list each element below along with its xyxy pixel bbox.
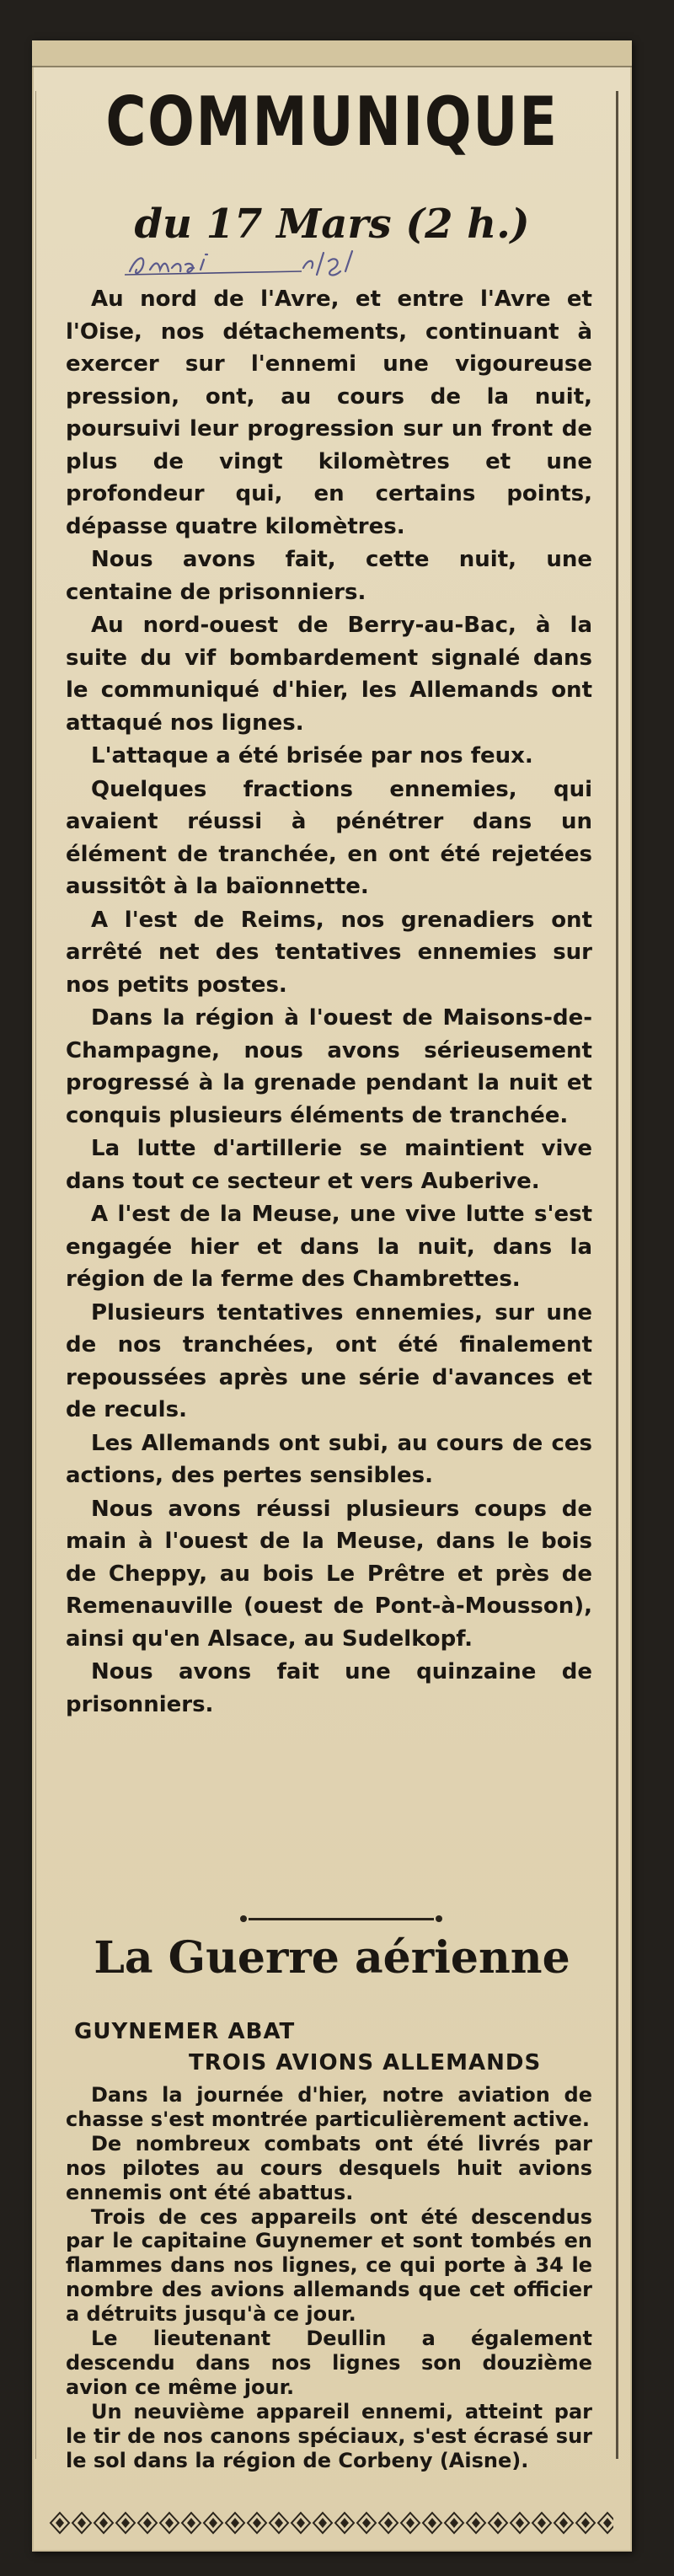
paragraph: Nous avons fait, cette nuit, une centaine de prisonniers. [66, 547, 592, 605]
paragraph: Quelques fractions ennemies, qui avaient réussi à pénétrer dans un élément de tranchée, en ont été rejetées aussitôt à la baïonnette. [66, 776, 592, 899]
newspaper-clipping [32, 40, 632, 2552]
right-column-rule [616, 91, 618, 2459]
communique-date: du 17 Mars (2 h.) [134, 201, 530, 248]
paragraph: De nombreux combats ont été livrés par nos pilotes au cours desquels huit avions ennemis ont été abattus. [66, 2131, 592, 2204]
paragraph: Le lieutenant Deullin a également descendu dans nos lignes son douzième avion ce même jour. [66, 2327, 592, 2399]
section-title: La Guerre aérienne [94, 1932, 570, 1984]
decorative-border [49, 2511, 613, 2535]
paragraph: A l'est de la Meuse, une vive lutte s'est engagée hier et dans la nuit, dans la région de la ferme des Chambrettes. [66, 1202, 592, 1292]
communique-body [66, 283, 592, 1722]
paragraph: Nous avons fait une quinzaine de prisonniers. [66, 1659, 592, 1717]
article-headline-line2: TROIS AVIONS ALLEMANDS [189, 2050, 542, 2075]
paragraph: Trois de ces appareils ont été descendus par le capitaine Guynemer et sont tombés en flammes dans nos lignes, ce qui porte à 34 le nombre des avions allemands que cet officier a détruits jusqu'à ce jour. [66, 2204, 592, 2327]
paragraph: L'attaque a été brisée par nos feux. [91, 743, 533, 769]
article-headline-line1: GUYNEMER ABAT [74, 2019, 296, 2044]
paragraph: Dans la journée d'hier, notre aviation de chasse s'est montrée particulièrement active. [66, 2083, 592, 2131]
aerial-article-body [66, 2083, 592, 2473]
section-divider [249, 1918, 434, 1920]
paragraph: Au nord-ouest de Berry-au-Bac, à la suite du vif bombardement signalé dans le communiqué d'hier, les Allemands ont attaqué nos lignes. [66, 613, 592, 736]
paragraph: La lutte d'artillerie se maintient vive dans tout ce secteur et vers Auberive. [66, 1136, 592, 1194]
left-column-rule [35, 91, 36, 2459]
paragraph: A l'est de Reims, nos grenadiers ont arrêté net des tentatives ennemies sur nos petits postes. [66, 907, 592, 998]
handwritten-annotation [125, 246, 361, 283]
communique-title: COMMUNIQUE [105, 83, 559, 161]
paragraph: Dans la région à l'ouest de Maisons-de-Champagne, nous avons sérieusement progressé à la grenade pendant la nuit et conquis plusieurs éléments de tranchée. [66, 1005, 592, 1128]
paragraph: Nous avons réussi plusieurs coups de main à l'ouest de la Meuse, dans le bois de Cheppy, au bois Le Prêtre et près de Remenauville (ouest de Pont-à-Mousson), ainsi qu'en Alsace, au Sudelkopf. [66, 1496, 592, 1652]
paragraph: Plusieurs tentatives ennemies, sur une de nos tranchées, ont été finalement repoussées après une série d'avances et de reculs. [66, 1299, 592, 1422]
handwritten-note-image [125, 246, 361, 283]
paragraph: Un neuvième appareil ennemi, atteint par le tir de nos canons spéciaux, s'est écrasé sur le sol dans la région de Corbeny (Aisne). [66, 2399, 592, 2472]
paragraph: Au nord de l'Avre, et entre l'Avre et l'Oise, nos détachements, continuant à exercer sur l'ennemi une vigoureuse pression, ont, au cours de la nuit, poursuivi leur progression sur un front de plus de vingt kilomètres et une profondeur qui, en certains points, dépasse quatre kilomètres. [66, 287, 592, 539]
paragraph: Les Allemands ont subi, au cours de ces actions, des pertes sensibles. [66, 1430, 592, 1488]
